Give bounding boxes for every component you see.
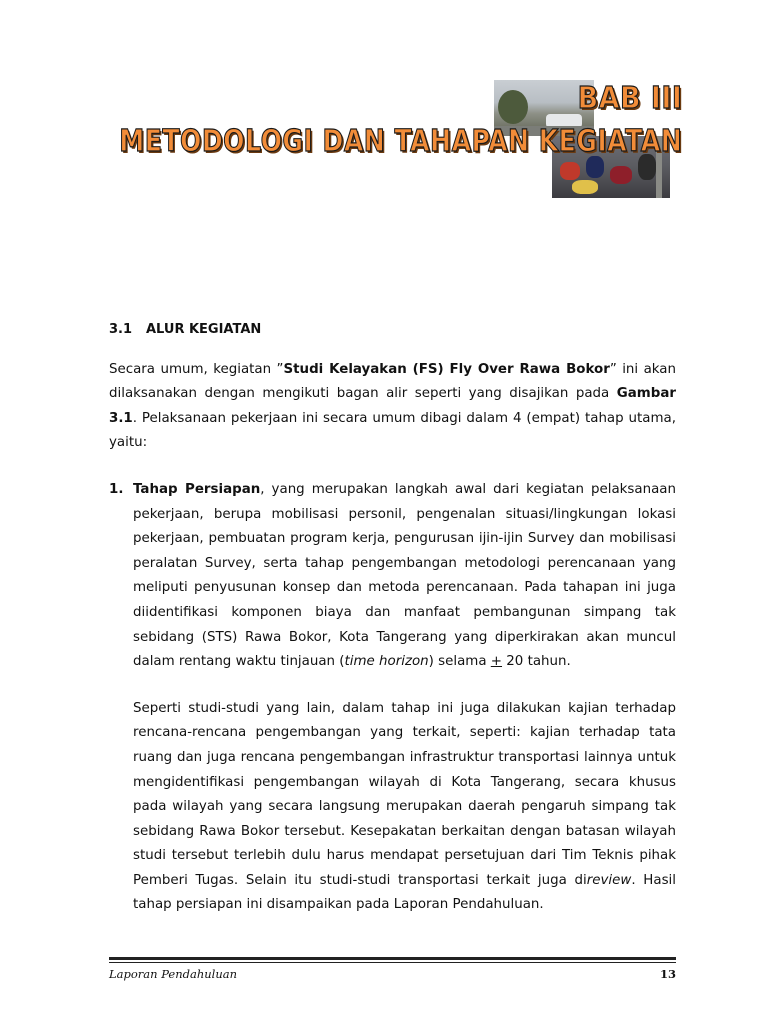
second-paragraph-text: Seperti studi-studi yang lain, dalam tahap ini juga dilakukan kajian terhadap rencana-rencana pengembangan yang terkait, seperti: kajian terhadap tata ruang dan juga rencana pengembangan infrastruktur transportasi lainnya untuk mengidentifikasi pengembangan wilayah di Kota Tangerang, secara khusus pada wilayah yang secara langsung merupakan daerah pengaruh simpang tak sebidang Rawa Bokor tersebut. Kesepakatan berkaitan dengan batasan wilayah studi tersebut terlebih dulu harus mendapat persetujuan dari Tim Teknis pihak Pemberi Tugas. Selain itu studi-studi transportasi terkait juga di	[133, 700, 676, 888]
footer-divider-thin	[109, 962, 676, 963]
study-title: Studi Kelayakan (FS) Fly Over Rawa Bokor	[283, 361, 610, 377]
intro-paragraph	[109, 358, 676, 456]
list-item-text: , yang merupakan langkah awal dari kegiatan pelaksanaan pekerjaan, berupa mobilisasi personil, pengenalan situasi/lingkungan lokasi pekerjaan, pembuatan program kerja, pengurusan ijin-ijin Survey dan mobilisasi peralatan Survey, serta tahap pengembangan metodologi perencanaan yang meliputi penyusunan konsep dan metoda perencanaan. Pada tahapan ini juga diidentifikasi komponen biaya dan manfaat pembangunan simpang tak sebidang (STS) Rawa Bokor, Kota Tangerang yang diperkirakan akan muncul dalam rentang waktu tinjauan (	[133, 481, 676, 670]
figure-reference: Gambar 3.1	[109, 386, 676, 426]
second-paragraph-end: . Hasil tahap persiapan ini disampaikan pada Laporan Pendahuluan.	[133, 872, 676, 913]
intro-text-start: Secara umum, kegiatan ”	[109, 361, 284, 377]
list-item-paragraph	[133, 478, 676, 675]
chapter-title: METODOLOGI DAN TAHAPAN KEGIATAN	[119, 124, 682, 159]
list-item-text-3: 20 tahun.	[502, 654, 571, 670]
footer-document-title: Laporan Pendahuluan	[109, 967, 238, 981]
chapter-header	[566, 82, 682, 116]
footer-divider	[109, 957, 676, 960]
list-item-title: Tahap Persiapan	[133, 481, 261, 497]
italic-review: review	[586, 872, 632, 888]
intro-text-end: . Pelaksanaan pekerjaan ini secara umum dibagi dalam 4 (empat) tahap utama, yaitu:	[109, 410, 676, 451]
chapter-label: BAB III	[577, 81, 682, 116]
plus-minus-sign: +	[490, 654, 503, 670]
page-number: 13	[659, 967, 676, 981]
section-heading	[109, 318, 676, 343]
section-number: 3.1	[109, 322, 133, 337]
list-item	[109, 478, 676, 918]
list-item-text-2: ) selama	[428, 654, 491, 670]
italic-term: time horizon	[344, 654, 429, 670]
list-marker: 1.	[109, 481, 124, 497]
section-title: ALUR KEGIATAN	[146, 322, 262, 337]
document-body	[109, 318, 676, 918]
page-footer	[109, 957, 676, 981]
list-item-second-paragraph	[133, 697, 676, 918]
intro-text-middle: ” ini akan dilaksanakan dengan mengikuti bagan alir seperti yang disajikan pada	[109, 361, 676, 402]
